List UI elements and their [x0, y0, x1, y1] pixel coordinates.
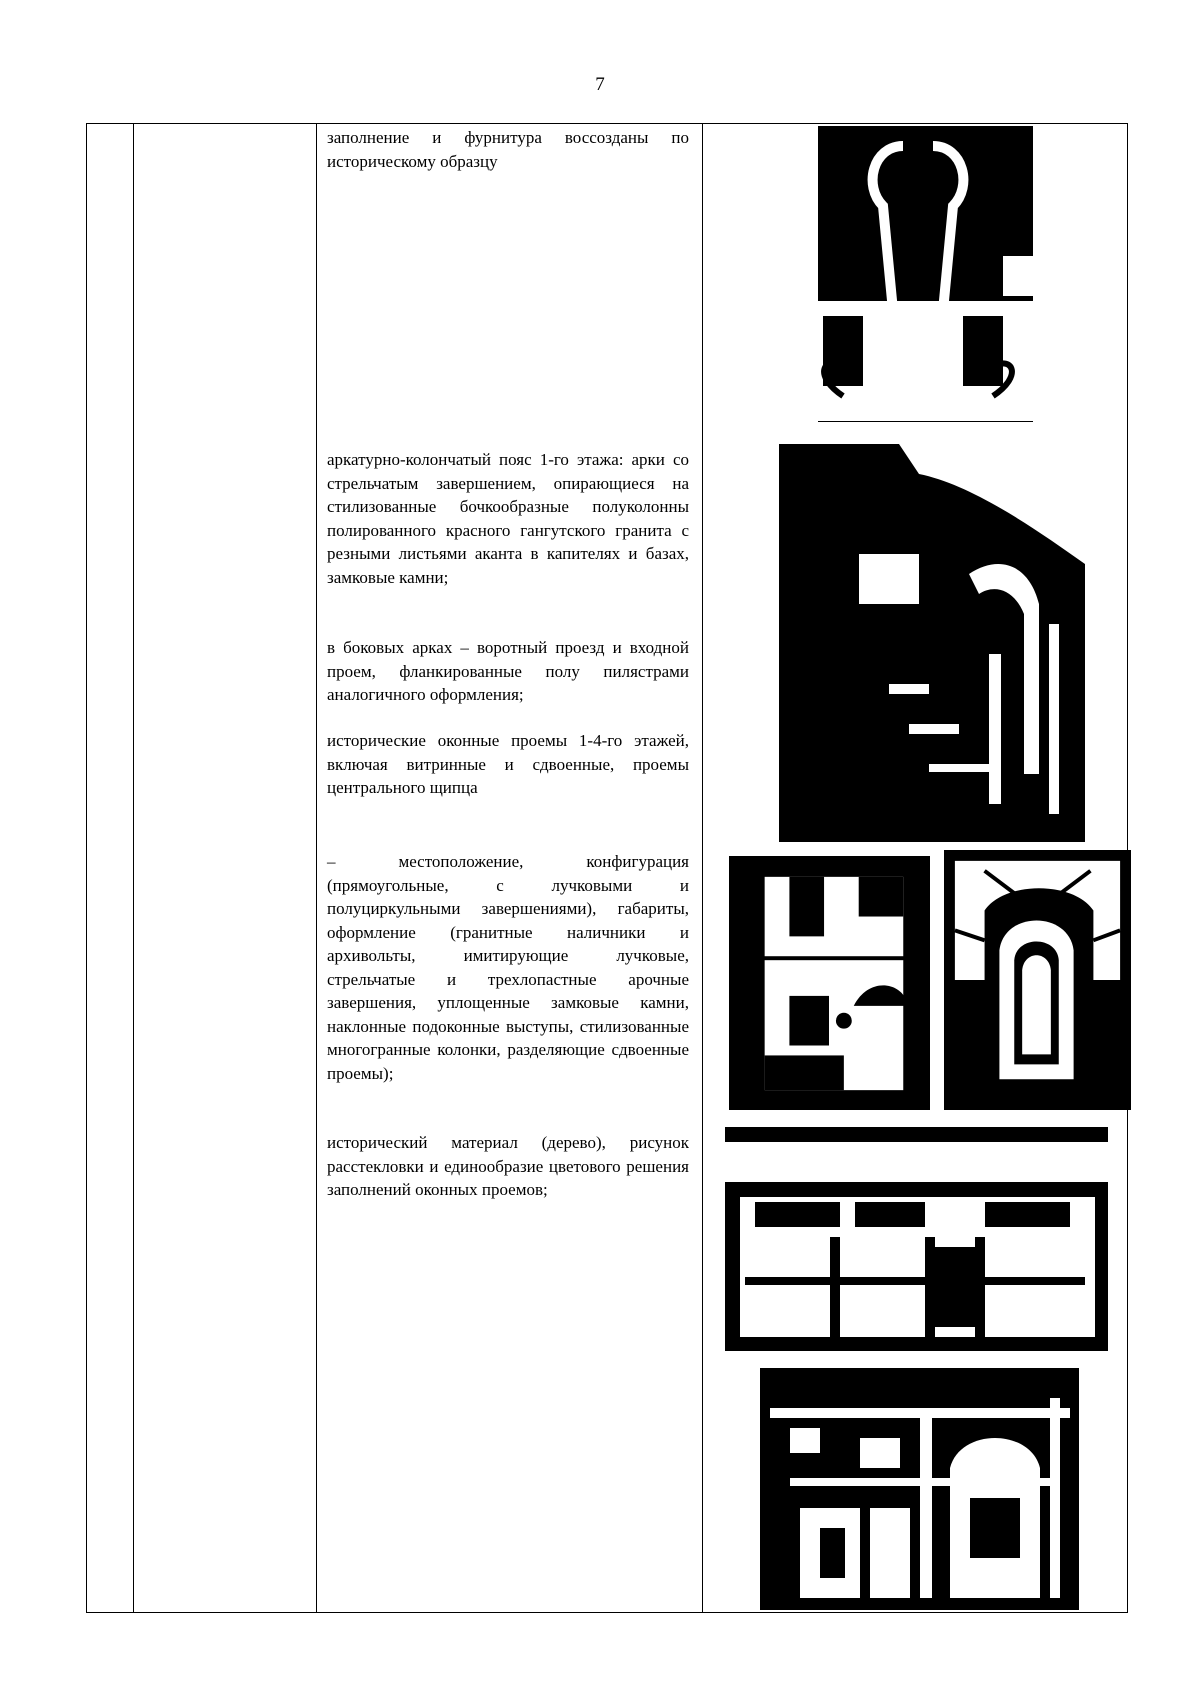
column-divider-2: [316, 124, 317, 1612]
paragraph-historic-openings: исторические оконные проемы 1-4-го этажей, включая витринные и сдвоенные, проемы центрального щипца: [327, 731, 689, 797]
paragraph-arcade-belt: аркатурно-колончатый пояс 1-го этажа: арки со стрельчатым завершением, опирающиеся на стилизованные бочкообразные полуколонны полированного красного гангутского гранита с резными листьями аканта в капителях и базах, замковые камни;: [327, 450, 689, 587]
photo-window-arched: [944, 850, 1131, 1110]
paragraph-window-fittings: заполнение и фурнитура воссозданы по историческому образцу: [327, 128, 689, 171]
column-divider-1: [133, 124, 134, 1612]
photo-window-rectangular: [729, 856, 930, 1110]
paragraph-side-arches: в боковых арках – воротный проезд и входной проем, фланкированные полу пилястрами аналогичного оформления;: [327, 638, 689, 704]
column-divider-3: [702, 124, 703, 1612]
paragraph-window-configuration: – местоположение, конфигурация (прямоугольные, с лучковыми и полуциркульными завершениями), габариты, оформление (гранитные наличники и архивольты, имитирующие лучковые, стрельчатые и трехлопастные арочные завершения, уплощенные замковые камни, наклонные подоконные выступы, стилизованные многогранные колонки, разделяющие сдвоенные проемы);: [327, 852, 689, 1083]
paragraph-window-material: исторический материал (дерево), рисунок расстекловки и единообразие цветового решения заполнений оконных проемов;: [327, 1133, 689, 1199]
photo-facade-detail: [760, 1368, 1079, 1610]
photo-facade-windows: [725, 1127, 1108, 1351]
photo-lantern-bracket: [803, 126, 1033, 422]
photo-arcade-belt: [769, 444, 1085, 842]
page-number: 7: [595, 74, 605, 95]
